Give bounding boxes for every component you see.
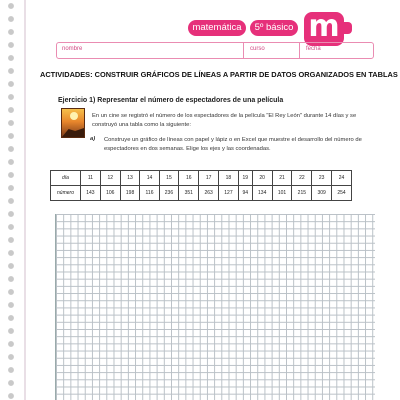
- exercise-title: Ejercicio 1) Representar el número de espectadores de una película: [58, 97, 284, 104]
- intro-paragraph: En un cine se registró el número de los espectadores de la película "El Rey León" durante 14 días y se construyó una tabla como la siguiente:: [92, 113, 357, 128]
- poster-sun-shape: [70, 112, 78, 120]
- notebook-spiral: [0, 0, 22, 400]
- activities-title: ACTIVIDADES: CONSTRUIR GRÁFICOS DE LÍNEAS A PARTIR DE DATOS ORGANIZADOS EN TABLAS: [40, 70, 398, 79]
- table-cell: 17: [199, 171, 219, 186]
- table-cell: 309: [312, 186, 332, 201]
- table-cell: 101: [272, 186, 292, 201]
- student-info-row: [56, 42, 374, 59]
- table-cell: 12: [100, 171, 120, 186]
- table-cell: 351: [179, 186, 199, 201]
- name-field-label: nombre: [62, 46, 83, 52]
- task-letter: a): [90, 136, 96, 142]
- table-cell: 13: [120, 171, 140, 186]
- table-cell: 263: [199, 186, 219, 201]
- page-margin-line: [24, 0, 26, 400]
- course-field-label: curso: [250, 46, 265, 52]
- table-header-cell: número: [51, 186, 81, 201]
- table-cell: 22: [292, 171, 312, 186]
- divider: [299, 43, 300, 58]
- brand-logo: [304, 9, 344, 46]
- table-cell: 94: [238, 186, 252, 201]
- graph-paper-grid: [55, 214, 375, 400]
- task-paragraph: Construye un gráfico de líneas con papel y lápiz o en Excel que muestre el desarrollo del número de espectadores en dos semanas. Elige los ejes y las coordenadas.: [104, 137, 362, 152]
- table-cell: 198: [120, 186, 140, 201]
- table-cell: 106: [100, 186, 120, 201]
- table-cell: 254: [332, 186, 352, 201]
- table-cell: 127: [219, 186, 239, 201]
- table-cell: 16: [179, 171, 199, 186]
- table-cell: 18: [219, 171, 239, 186]
- table-row-days: [51, 171, 352, 186]
- table-header-cell: día: [51, 171, 81, 186]
- table-cell: 11: [81, 171, 101, 186]
- spectators-table: [50, 170, 352, 201]
- movie-poster-image: [61, 108, 85, 138]
- table-cell: 14: [140, 171, 159, 186]
- table-cell: 23: [312, 171, 332, 186]
- table-cell: 19: [238, 171, 252, 186]
- subject-badge: matemática: [188, 20, 246, 36]
- table-cell: 134: [252, 186, 272, 201]
- table-cell: 20: [252, 171, 272, 186]
- date-field-label: fecha: [306, 46, 321, 52]
- table-cell: 116: [140, 186, 159, 201]
- poster-rock-shape: [62, 127, 84, 137]
- table-cell: 15: [159, 171, 179, 186]
- logo-tab: [342, 22, 352, 34]
- table-cell: 236: [159, 186, 179, 201]
- table-cell: 24: [332, 171, 352, 186]
- table-row-numbers: [51, 186, 352, 201]
- table-cell: 143: [81, 186, 101, 201]
- table-cell: 21: [272, 171, 292, 186]
- divider: [243, 43, 244, 58]
- grade-badge: 5º básico: [250, 20, 298, 36]
- logo-letter: m: [308, 9, 340, 44]
- table-cell: 215: [292, 186, 312, 201]
